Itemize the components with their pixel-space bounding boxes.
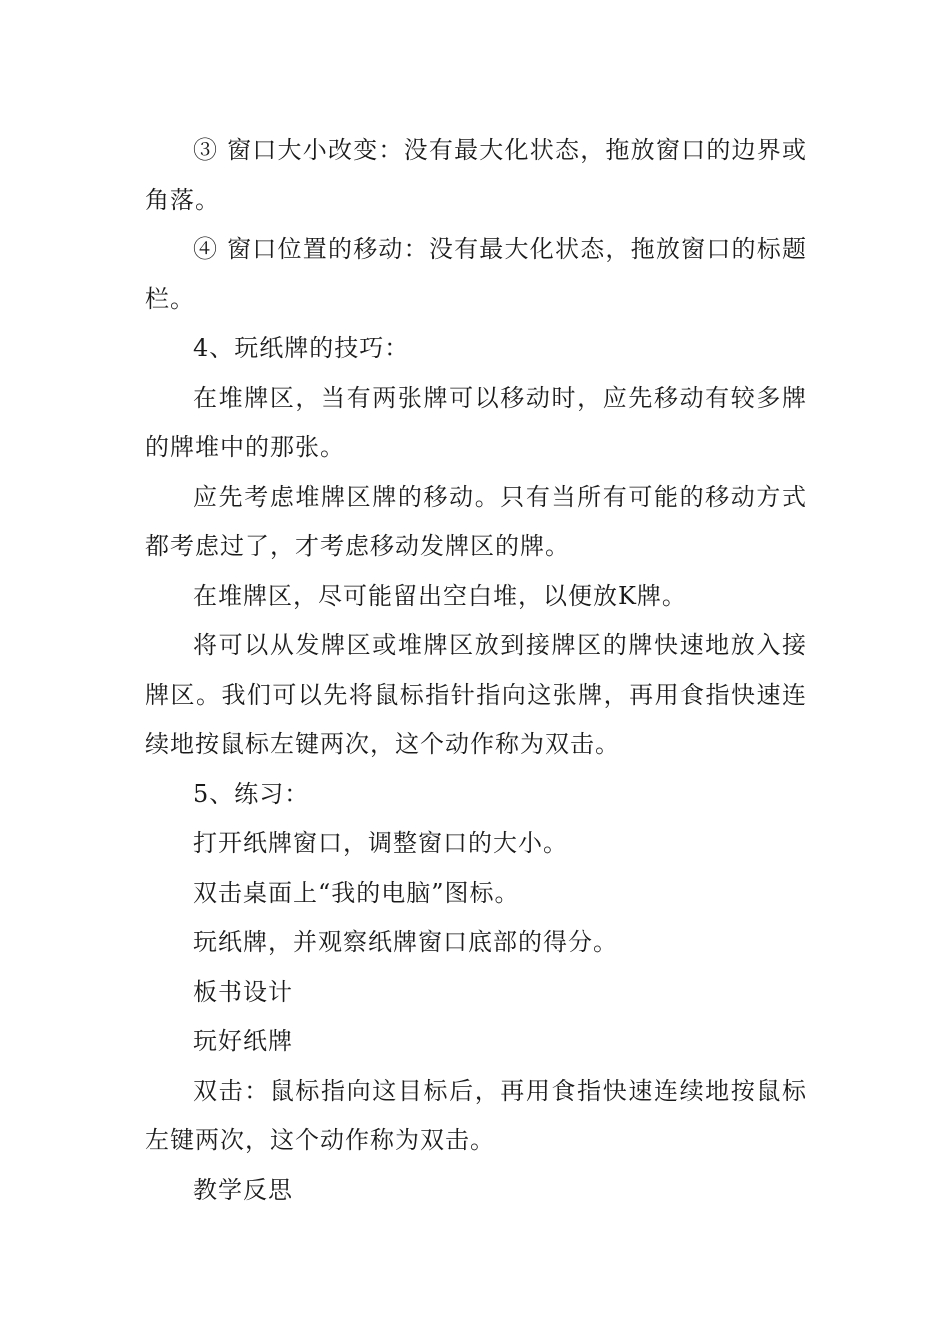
paragraph-tip-double-click: 将可以从发牌区或堆牌区放到接牌区的牌快速地放入接牌区。我们可以先将鼠标指针指向这张牌，再用食指快速连续地按鼠标左键两次，这个动作称为双击。 bbox=[145, 631, 807, 758]
paragraph-tip-empty-pile: 在堆牌区，尽可能留出空白堆，以便放K牌。 bbox=[193, 581, 687, 610]
paragraph-board-double-click: 双击：鼠标指向这目标后，再用食指快速连续地按鼠标左键两次，这个动作称为双击。 bbox=[145, 1076, 807, 1154]
paragraph-board-title: 玩好纸牌 bbox=[193, 1027, 293, 1055]
heading-solitaire-tips: 4、玩纸牌的技巧： bbox=[193, 334, 410, 362]
heading-board-design: 板书设计 bbox=[193, 977, 293, 1006]
paragraph-tip-priority: 应先考虑堆牌区牌的移动。只有当所有可能的移动方式都考虑过了，才考虑移动发牌区的牌。 bbox=[145, 482, 807, 560]
paragraph-practice-2: 双击桌面上“我的电脑”图标。 bbox=[193, 878, 520, 907]
paragraph-window-resize: ③ 窗口大小改变：没有最大化状态，拖放窗口的边界或角落。 bbox=[145, 136, 807, 214]
document-body bbox=[145, 126, 807, 1215]
paragraph-window-move: ④ 窗口位置的移动：没有最大化状态，拖放窗口的标题栏。 bbox=[145, 235, 807, 313]
paragraph-practice-1: 打开纸牌窗口，调整窗口的大小。 bbox=[193, 829, 568, 857]
paragraph-tip-stack-area: 在堆牌区，当有两张牌可以移动时，应先移动有较多牌的牌堆中的那张。 bbox=[145, 383, 807, 461]
paragraph-practice-3: 玩纸牌，并观察纸牌窗口底部的得分。 bbox=[193, 928, 618, 956]
heading-practice: 5、练习： bbox=[193, 779, 310, 808]
heading-teaching-reflection: 教学反思 bbox=[193, 1175, 293, 1204]
